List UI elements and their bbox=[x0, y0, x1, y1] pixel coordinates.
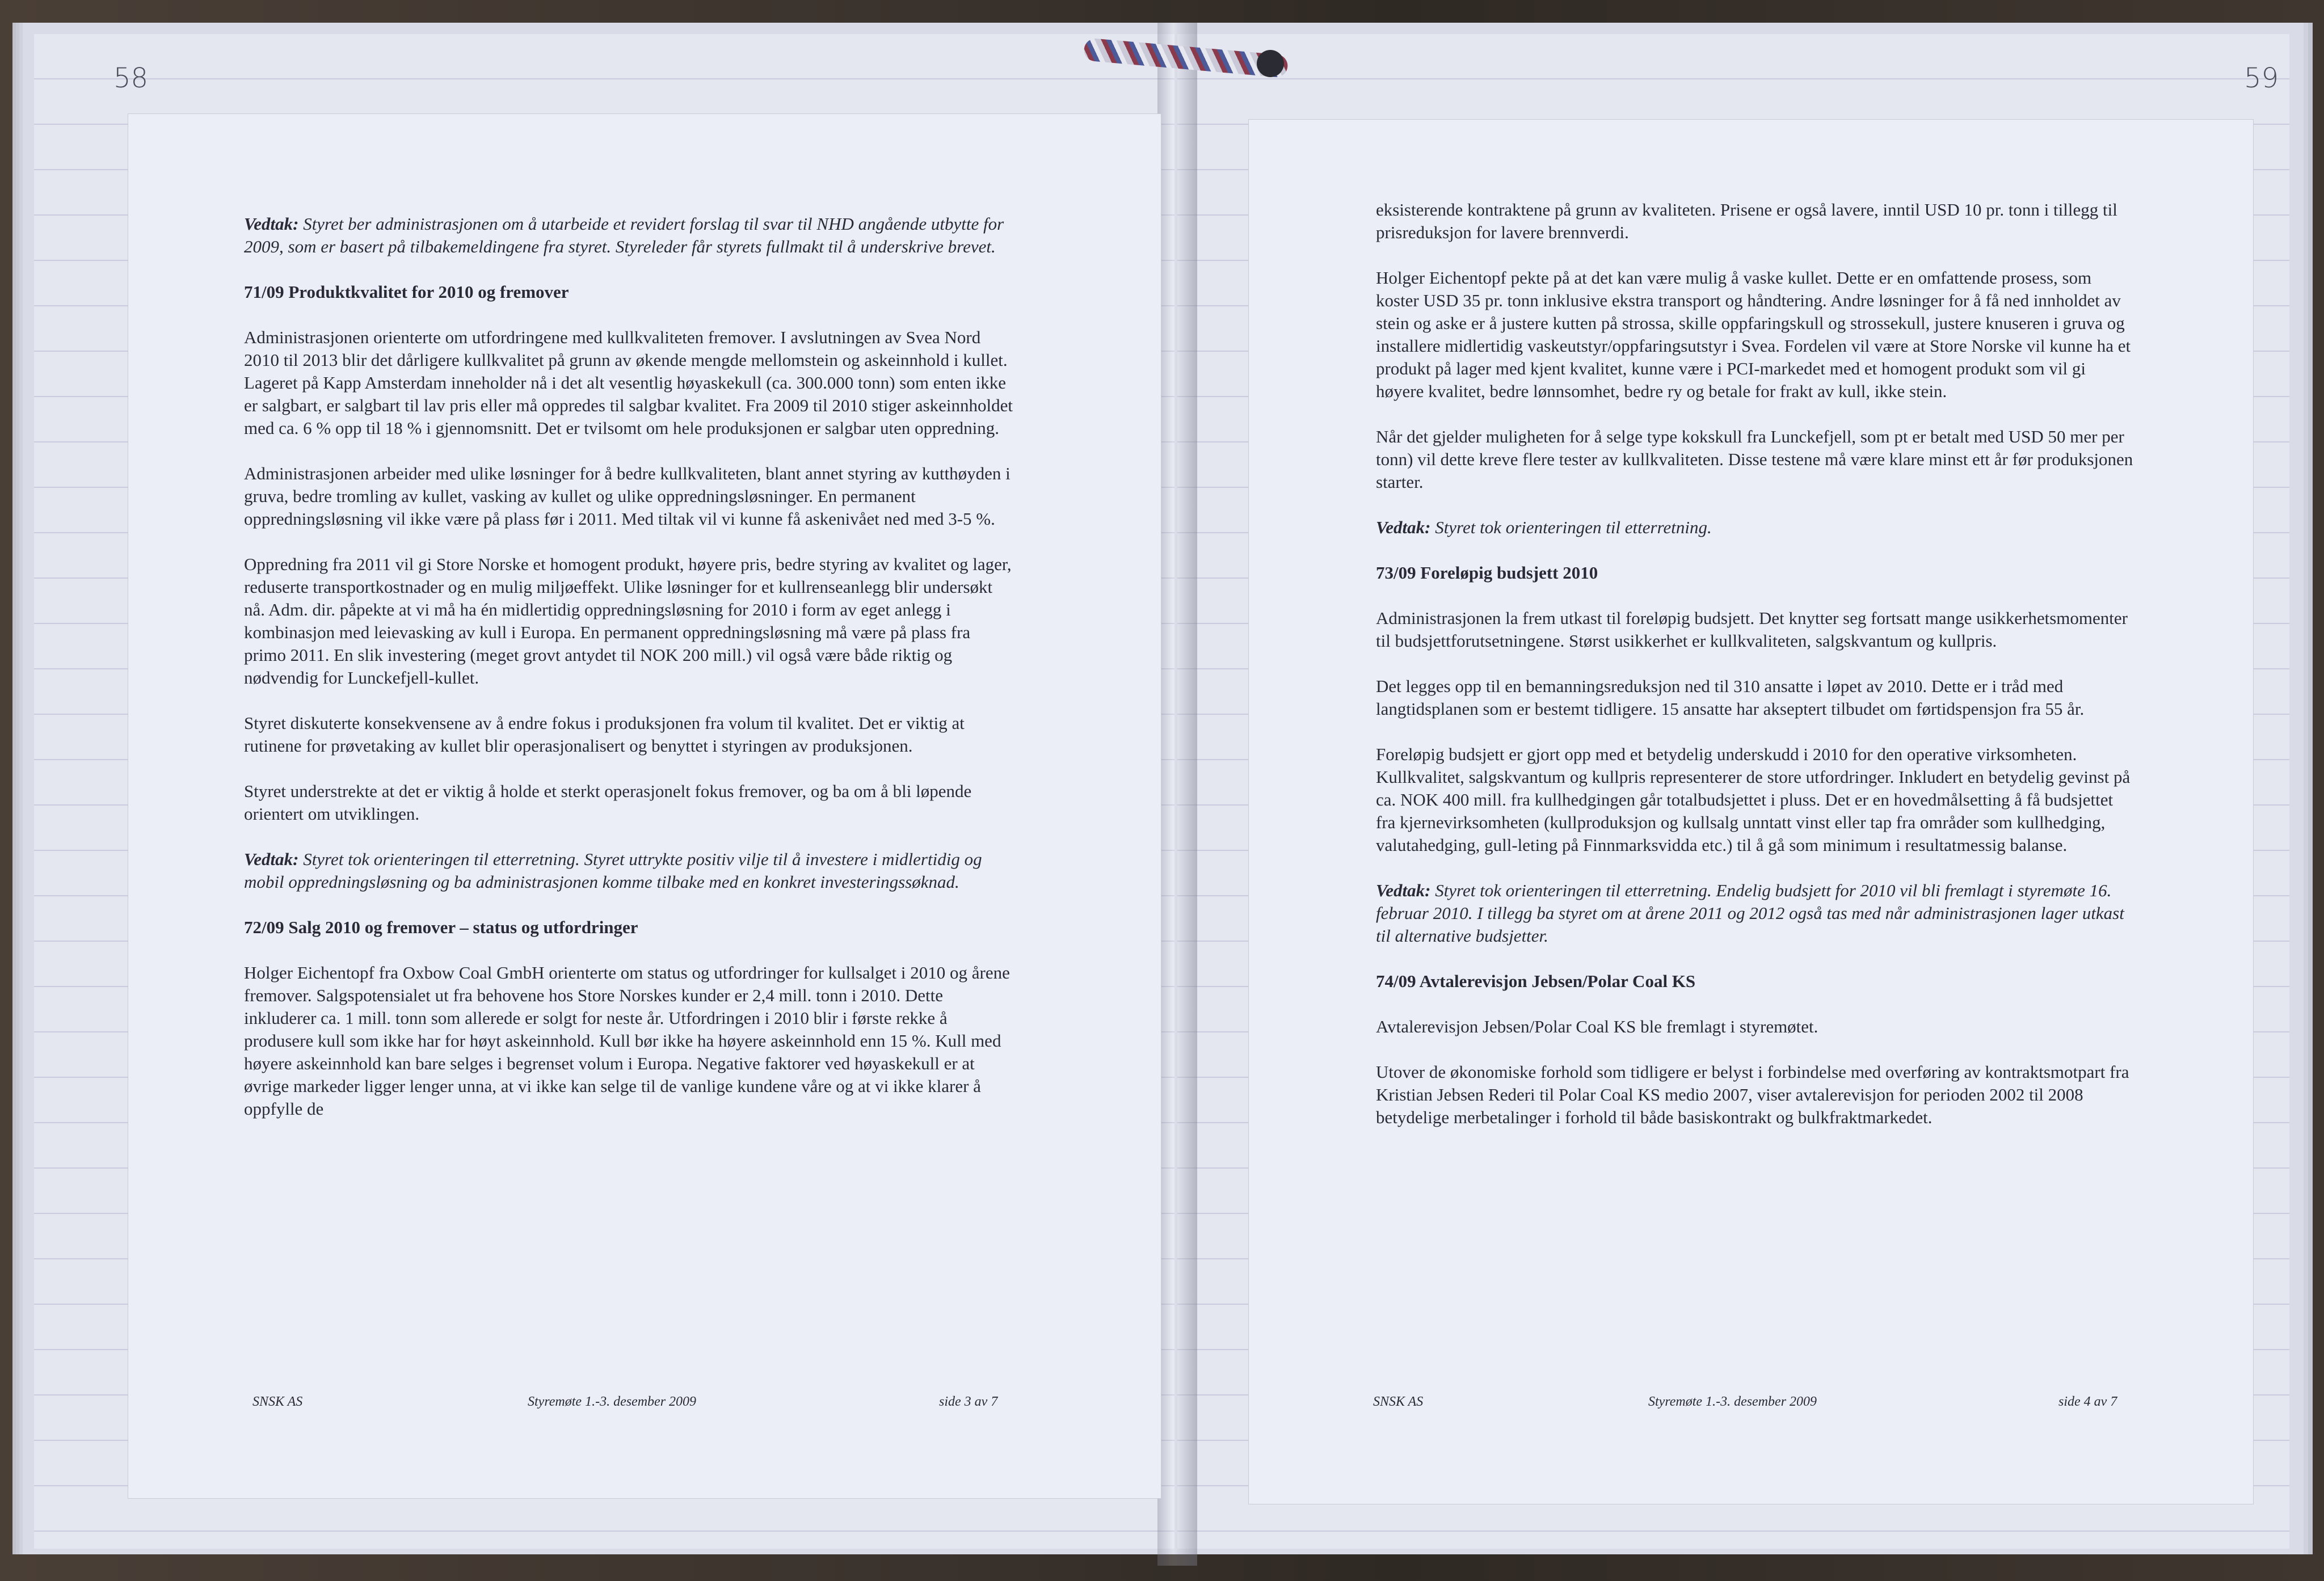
decision-paragraph: Vedtak: Styret tok orienteringen til etterretning. Endelig budsjett for 2010 vil bli fremlagt i styremøte 16. februar 2010. I tillegg ba styret om at årene 2011 og 2012 også tas med når administrasjonen lager utkast til alternative budsjetter. bbox=[1376, 880, 2124, 946]
page-number-right: 59 bbox=[2244, 62, 2279, 94]
footer-company: SNSK AS bbox=[252, 1394, 303, 1409]
left-page-text bbox=[244, 213, 1016, 1143]
body-paragraph: Administrasjonen orienterte om utfordringene med kullkvaliteten fremover. I avslutningen av Svea Nord 2010 til 2013 blir det dårligere kullkvalitet på grunn av økende mengde mellomstein og askeinnhold i kullet. Lageret på Kapp Amsterdam inneholder nå i det alt vesentlig høyaskekull (ca. 300.000 tonn) som enten ikke er salgbart, er salgbart til lav pris eller må oppredes til salgbar kvalitet. Fra 2009 til 2010 stiger askeinnholdet med ca. 6 % opp til 18 % i gjennomsnitt. Det er tvilsomt om hele produksjonen er salgbar uten oppredning. bbox=[244, 327, 1013, 438]
binding-cord-knot bbox=[1257, 50, 1284, 77]
body-paragraph: Holger Eichentopf pekte på at det kan være mulig å vaske kullet. Dette er en omfattende prosess, som koster USD 35 pr. tonn inklusive ekstra transport og håndtering. Andre løsninger for å få ned innholdet av stein og aske er å justere kutten på strossa, skille oppfaringskull og strossekull, justere knuseren i gruva og installere midlertidig vaskeutstyr/oppfaringsutstyr i Svea. Fordelen vil være at Store Norske vil kunne ha et produkt på lager med kjent kvalitet, kunne være i PCI-markedet med et homogent produkt som vil gi høyere kvalitet, bedre lønnsomhet, bedre ry og betale for frakt av kull, ikke stein. bbox=[1376, 268, 2131, 401]
section-heading: 72/09 Salg 2010 og fremover – status og utfordringer bbox=[244, 917, 638, 937]
body-paragraph: Når det gjelder muligheten for å selge type kokskull fra Lunckefjell, som pt er betalt med USD 50 mer per tonn) vil dette kreve flere tester av kullkvaliteten. Disse testene må være klare minst ett år før produksjonen starter. bbox=[1376, 427, 2133, 492]
section-heading: 71/09 Produktkvalitet for 2010 og fremover bbox=[244, 282, 569, 302]
page-number-left: 58 bbox=[113, 62, 149, 94]
body-paragraph: Utover de økonomiske forhold som tidligere er belyst i forbindelse med overføring av kontraktsmotpart fra Kristian Jebsen Rederi til Polar Coal KS medio 2007, viser avtalerevisjon for perioden 2002 til 2008 betydelige merbetalinger i forhold til både basiskontrakt og bulkfraktmarkedet. bbox=[1376, 1062, 2129, 1127]
body-paragraph: Holger Eichentopf fra Oxbow Coal GmbH orienterte om status og utfordringer for kullsalget i 2010 og årene fremover. Salgspotensialet ut fra behovene hos Store Norskes kunder er 2,4 mill. tonn i 2010. Dette inkluderer ca. 1 mill. tonn som allerede er solgt for neste år. Utfordringen i 2010 blir i første rekke å produsere kull som ikke har for høyt askeinnhold. Kull bør ikke ha høyere askeinnhold enn 15 %. Kull med høyere askeinnhold kan bare selges i begrenset volum i Europa. Negative faktorer ved høyaskekull er at øvrige markeder ligger lenger unna, at vi ikke kan selge til de vanlige kundene våre og at vi ikke klarer å oppfylle de bbox=[244, 963, 1010, 1119]
footer-meeting: Styremøte 1.-3. desember 2009 bbox=[528, 1394, 697, 1409]
body-paragraph: Administrasjonen arbeider med ulike løsninger for å bedre kullkvaliteten, blant annet styring av kutthøyden i gruva, bedre tromling av kullet, vasking av kullet og ulike oppredningsløsninger. En permanent oppredningsløsning vil ikke være på plass før i 2011. Med tiltak vil vi kunne få askenivået ned med 3-5 %. bbox=[244, 463, 1011, 529]
body-paragraph: Avtalerevisjon Jebsen/Polar Coal KS ble fremlagt i styremøtet. bbox=[1376, 1017, 1818, 1036]
body-paragraph: Oppredning fra 2011 vil gi Store Norske et homogent produkt, høyere pris, bedre styring av kvalitet og lager, reduserte transportkostnader og en mulig miljøeffekt. Ulike løsninger for et kullrenseanlegg blir undersøkt nå. Adm. dir. påpekte at vi må ha én midlertidig oppredningsløsning for 2010 i form av eget anlegg i kombinasjon med leievasking av kull i Europa. En permanent oppredningsløsning må være på plass fra primo 2011. En slik investering (meget grovt antydet til NOK 200 mill.) vil også være både riktig og nødvendig for Lunckefjell-kullet. bbox=[244, 554, 1012, 688]
body-paragraph: Styret understrekte at det er viktig å holde et sterkt operasjonelt fokus fremover, og ba om å bli løpende orientert om utviklingen. bbox=[244, 781, 972, 824]
body-paragraph: Foreløpig budsjett er gjort opp med et betydelig underskudd i 2010 for den operative virksomheten. Kullkvalitet, salgskvantum og kullpris representerer de store utfordringer. Inkludert en betydelig gevinst på ca. NOK 400 mill. fra kullhedgingen går totalbudsjettet i pluss. Det er en hovedmålsetting å få budsjettet fra kjernevirksomheten (kullproduksjon og kullsalg unntatt vinst eller tap fra områder som kullhedging, valutahedging, gull-leting på Finnmarksvidda etc.) til å gå som minimum i resultatmessig balanse. bbox=[1376, 744, 2131, 855]
footer-meeting: Styremøte 1.-3. desember 2009 bbox=[1648, 1394, 1817, 1409]
decision-paragraph: Vedtak: Styret tok orienteringen til etterretning. bbox=[1376, 517, 1712, 537]
footer-page: side 3 av 7 bbox=[939, 1394, 998, 1409]
footer-page: side 4 av 7 bbox=[2058, 1394, 2117, 1409]
section-heading: 73/09 Foreløpig budsjett 2010 bbox=[1376, 563, 1598, 583]
body-paragraph: Administrasjonen la frem utkast til foreløpig budsjett. Det knytter seg fortsatt mange usikkerhetsmomenter til budsjettforutsetningene. Størst usikkerhet er kullkvaliteten, salgskvantum og kullpris. bbox=[1376, 608, 2128, 651]
body-paragraph: eksisterende kontraktene på grunn av kvaliteten. Prisene er også lavere, inntil USD 10 pr. tonn i tillegg til prisreduksjon for lavere brennverdi. bbox=[1376, 200, 2117, 242]
decision-paragraph: Vedtak: Styret tok orienteringen til etterretning. Styret uttrykte positiv vilje til å investere i midlertidig og mobil oppredningsløsning og ba administrasjonen komme tilbake med en konkret investeringssøknad. bbox=[244, 849, 982, 892]
body-paragraph: Det legges opp til en bemanningsreduksjon ned til 310 ansatte i løpet av 2010. Dette er i tråd med langtidsplanen som er bestemt tidligere. 15 ansatte har akseptert tilbudet om førtidspensjon fra 55 år. bbox=[1376, 676, 2085, 719]
body-paragraph: Styret diskuterte konsekvensene av å endre fokus i produksjonen fra volum til kvalitet. Det er viktig at rutinene for prøvetaking av kullet blir operasjonalisert og benyttet i styringen av produksjonen. bbox=[244, 713, 965, 756]
section-heading: 74/09 Avtalerevisjon Jebsen/Polar Coal KS bbox=[1376, 971, 1696, 991]
book-gutter bbox=[1157, 23, 1197, 1566]
right-page-text bbox=[1376, 199, 2136, 1152]
decision-paragraph: Vedtak: Styret ber administrasjonen om å utarbeide et revidert forslag til svar til NHD angående utbytte for 2009, som er basert på tilbakemeldingene fra styret. Styreleder får styrets fullmakt til å underskrive brevet. bbox=[244, 214, 1004, 256]
footer-company: SNSK AS bbox=[1373, 1394, 1424, 1409]
